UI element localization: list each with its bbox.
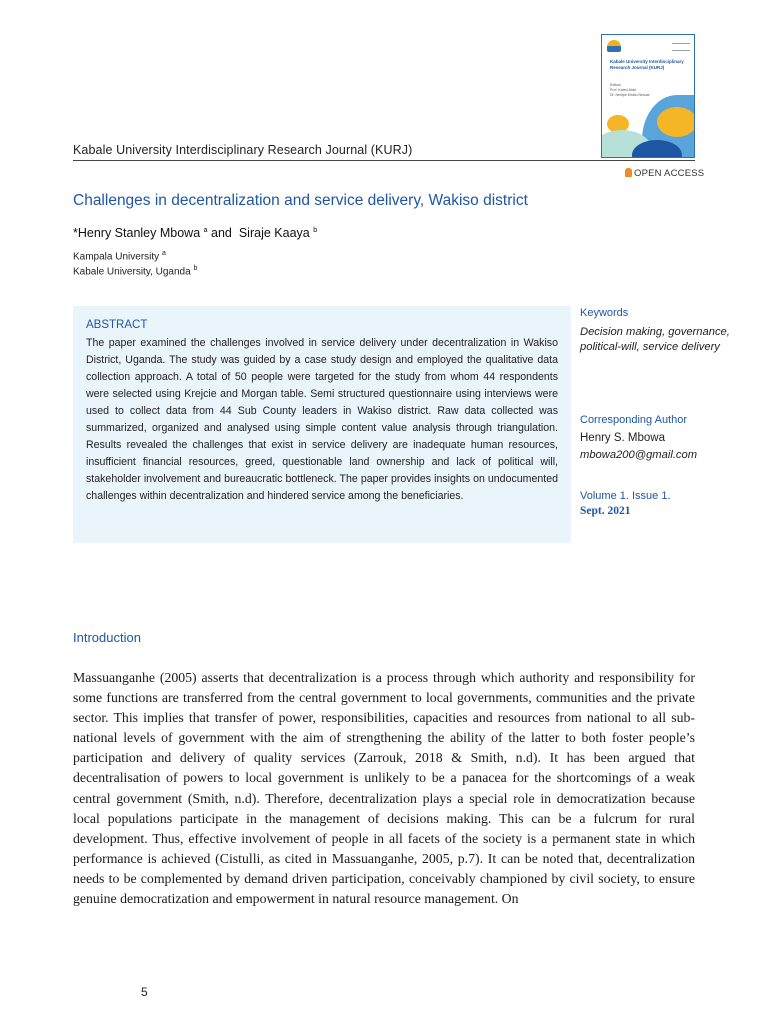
keywords-list: Decision making, governance, political-will, service delivery (580, 326, 730, 353)
open-access-badge (625, 168, 704, 179)
author-name: *Henry Stanley Mbowa (73, 226, 201, 240)
author-conjunction: and (211, 226, 232, 240)
author-affiliation-mark: b (313, 226, 318, 234)
journal-cover-thumbnail (601, 34, 695, 158)
abstract-text: The paper examined the challenges involved in service delivery under decentralization in Wakiso District, Uganda. The study was guided by a case study design and employed the qualitative data collection approach. A total of 50 people were targeted for the study from whom 44 respondents were selected using Krejcie and Morgan table. Semi structured questionnaire using interviews were used to collect data from 44 Sub County leaders in Wakiso district. Raw data collected was summarized, organized and analysed using simple content value analysis through triangulation. Results revealed the challenges that exist in service delivery are inadequate human resources, insufficient financial resources, greed, questionable land ownership and lack of political will, stakeholder involvement and bureaucratic bottleneck. The paper provides insights on undocumented challenges within decentralization and hindered service among the beneficiaries. (86, 337, 558, 502)
cover-title: Kabale University Interdisciplinary Research Journal (KURJ) (610, 59, 684, 70)
publication-date: Sept. 2021 (580, 505, 631, 517)
corresponding-author-email[interactable]: mbowa200@gmail.com (580, 449, 698, 461)
keywords-heading: Keywords (580, 307, 629, 319)
author-list (73, 226, 317, 240)
open-lock-icon (625, 168, 632, 177)
university-logo-icon (607, 40, 621, 52)
journal-name: Kabale University Interdisciplinary Research Journal (KURJ) (73, 143, 413, 157)
affiliation: Kabale University, Uganda $^b$ (73, 265, 198, 278)
volume-issue: Volume 1. Issue 1. (580, 490, 671, 502)
open-access-label: OPEN ACCESS (634, 168, 705, 179)
cover-issue-mark (672, 43, 690, 51)
author-name: Siraje Kaaya (238, 226, 310, 240)
cover-editors: Editors Prof. Kwesi Mobi Dr. Nempe Kinidu Nesula (610, 83, 650, 97)
page-number: 5 (141, 985, 148, 999)
abstract-heading: ABSTRACT (86, 319, 148, 331)
affiliation: Kampala University $^a$ (73, 250, 166, 263)
section-heading-introduction: Introduction (73, 630, 141, 645)
corresponding-author-heading: Corresponding Author (580, 414, 688, 426)
author-affiliation-mark: a (203, 226, 208, 234)
corresponding-author-name: Henry S. Mbowa (580, 432, 666, 444)
article-title: Challenges in decentralization and service delivery, Wakiso district (73, 192, 528, 209)
introduction-paragraph: Massuanganhe (2005) asserts that decentralization is a process through which authority and responsibility for some functions are transferred from the central government to local governments, communities and the private sector. This implies that transfer of power, responsibilities, capacities and resources from national to all sub-national levels of government with the aim of strengthening the ability of the latter to both foster people’s participation and delivery of quality services (Zarrouk, 2018 & Smith, n.d). It has been argued that decentralisation of powers to local government is unlikely to be a panacea for the shortcomings of a weak central government (Smith, n.d). Therefore, decentralization plays a special role in democratization because local populations participate in the management of decisions making. This can be a fulcrum for rural development. Thus, effective involvement of people in all facets of the society is a permanent state in which performance is achieved (Cistulli, as cited in Massuanganhe, 2005, p.7). It can be noted that, decentralization needs to be complemented by demand driven participation, conceivably championed by civil society, to ensure genuine democratization and empowerment in natural resource management. On (73, 670, 695, 907)
header-divider (73, 160, 695, 161)
cover-decoration (657, 107, 695, 137)
